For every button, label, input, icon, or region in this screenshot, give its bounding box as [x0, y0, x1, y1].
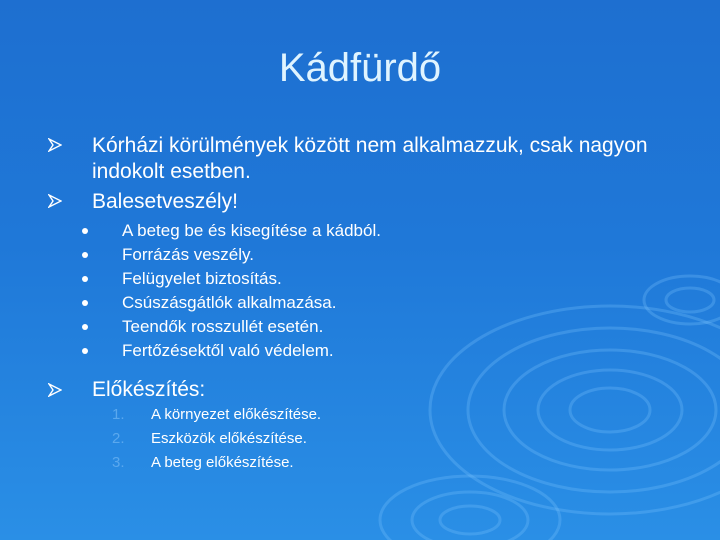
sub-bullet-text: Fertőzésektől való védelem.	[122, 341, 334, 360]
numbered-item-text: A környezet előkészítése.	[151, 406, 322, 423]
list-number: 2.	[112, 430, 125, 447]
bullet-text: Kórházi körülmények között nem alkalmazzuk, csak nagyon indokolt esetben.	[92, 134, 648, 183]
dot-bullet-icon	[82, 324, 88, 330]
numbered-item-text: A beteg előkészítése.	[151, 454, 294, 471]
sub-bullet-text: Teendők rosszullét esetén.	[122, 317, 324, 336]
list-number: 1.	[112, 406, 125, 423]
dot-bullet-icon	[82, 300, 88, 306]
dot-bullet-icon	[82, 348, 88, 354]
arrow-bullet-icon	[48, 138, 62, 152]
sub-bullet-text: A beteg be és kisegítése a kádból.	[122, 221, 381, 240]
slide-title: Kádfürdő	[278, 46, 442, 90]
dot-bullet-icon	[82, 276, 88, 282]
numbered-item-text: Eszközök előkészítése.	[151, 430, 307, 447]
arrow-bullet-icon	[48, 194, 62, 208]
sub-bullet-text: Csúszásgátlók alkalmazása.	[122, 293, 337, 312]
sub-bullet-text: Forrázás veszély.	[122, 245, 254, 264]
section-heading: Előkészítés:	[92, 378, 206, 401]
dot-bullet-icon	[82, 228, 88, 234]
arrow-bullet-icon	[48, 383, 62, 397]
bullet-text: Balesetveszély!	[92, 190, 238, 213]
sub-bullet-text: Felügyelet biztosítás.	[122, 269, 282, 288]
dot-bullet-icon	[82, 252, 88, 258]
list-number: 3.	[112, 454, 125, 471]
